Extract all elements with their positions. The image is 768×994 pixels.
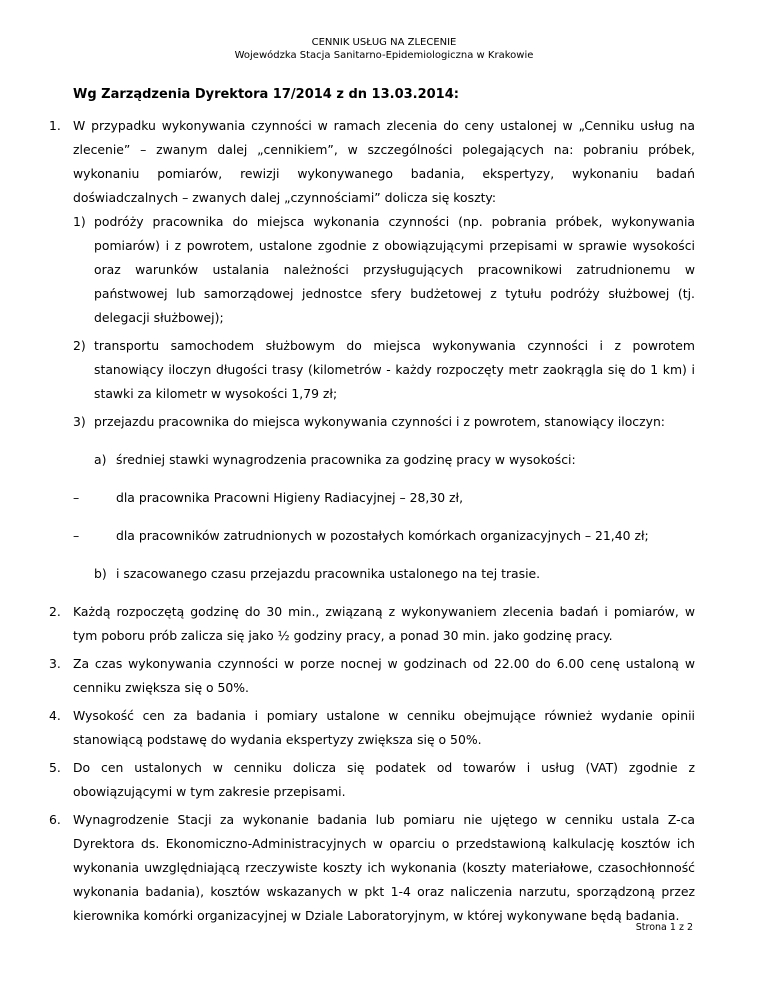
dash-marker: – (73, 528, 80, 543)
dash-item-text: dla pracowników zatrudnionych w pozostałych komórkach organizacyjnych – 21,40 zł; (116, 528, 649, 543)
item-text: Wynagrodzenie Stacji za wykonanie badania lub pomiaru nie ujętego w cenniku ustala Z-ca Dyrektora ds. Ekonomiczno-Administracyjnych w oparciu o przedstawioną kalkulację kosztów ich wykonania uwzględniającą rzeczywiste koszty ich wykonania (koszty materiałowe, czasochłonność wykonania badania), kosztów wskazanych w pkt 1-4 oraz naliczenia narzutu, sporządzoną przez kierownika komórki organizacyjnej w Dziale Laboratoryjnym, w której wykonywane będą badania. (73, 812, 695, 923)
item-text: Każdą rozpoczętą godzinę do 30 min., związaną z wykonywaniem zlecenia badań i pomiarów, w tym poboru prób zalicza się jako ½ godziny pracy, a ponad 30 min. jako godzinę pracy. (73, 604, 695, 643)
header-institution: Wojewódzka Stacja Sanitarno-Epidemiologiczna w Krakowie (234, 50, 534, 61)
subitem-text: transportu samochodem służbowym do miejsca wykonywania czynności i z powrotem stanowiący iloczyn długości trasy (kilometrów - każdy rozpoczęty metr zaokrągla się do 1 km) i stawki za kilometr w wysokości 1,79 zł; (94, 338, 695, 401)
section-heading: Wg Zarządzenia Dyrektora 17/2014 z dn 13.03.2014: (73, 87, 459, 102)
dash-marker: – (73, 490, 80, 505)
item-text: Wysokość cen za badania i pomiary ustalone w cenniku obejmujące również wydanie opinii stanowiącą podstawę do wydania ekspertyzy zwiększa się o 50%. (73, 708, 695, 747)
item-number: 2. (49, 604, 61, 619)
subitem-text: przejazdu pracownika do miejsca wykonywania czynności i z powrotem, stanowiący iloczyn: (94, 414, 665, 429)
item-text: Do cen ustalonych w cenniku dolicza się podatek od towarów i usług (VAT) zgodnie z obowiązującymi w tym zakresie przepisami. (73, 760, 695, 799)
item-number: 6. (49, 812, 61, 827)
subitem-number: 1) (73, 214, 86, 229)
item-text: Za czas wykonywania czynności w porze nocnej w godzinach od 22.00 do 6.00 cenę ustaloną w cenniku zwiększa się o 50%. (73, 656, 695, 695)
item-number: 5. (49, 760, 61, 775)
header-title: CENNIK USŁUG NA ZLECENIE (311, 37, 457, 48)
subitem-number: 3) (73, 414, 86, 429)
subitem-text: podróży pracownika do miejsca wykonania czynności (np. pobrania próbek, wykonywania pomiarów) i z powrotem, ustalone zgodnie z obowiązującymi przepisami w sprawie wysokości oraz warunków ustalania należności przysługujących pracownikowi zatrudnionemu w państwowej lub samorządowej jednostce sfery budżetowej z tytułu podróży służbowej (tj. delegacji służbowej); (94, 214, 695, 325)
item-number: 3. (49, 656, 61, 671)
subsub-text: i szacowanego czasu przejazdu pracownika ustalonego na tej trasie. (116, 566, 541, 581)
subsub-number: a) (94, 452, 107, 467)
item-number: 4. (49, 708, 61, 723)
dash-item-text: dla pracownika Pracowni Higieny Radiacyjnej – 28,30 zł, (116, 490, 464, 505)
page-footer: Strona 1 z 2 (635, 922, 693, 933)
item-number: 1. (49, 118, 61, 133)
subsub-text: średniej stawki wynagrodzenia pracownika za godzinę pracy w wysokości: (116, 452, 576, 467)
item-text: W przypadku wykonywania czynności w ramach zlecenia do ceny ustalonej w „Cenniku usług na zlecenie” – zwanym dalej „cennikiem”, w szczególności polegających na: pobraniu próbek, wykonaniu pomiarów, rewizji wykonywanego badania, ekspertyzy, wykonaniu badań doświadczalnych – zwanych dalej „czynnościami” dolicza się koszty: (73, 118, 695, 205)
subitem-number: 2) (73, 338, 86, 353)
subsub-number: b) (94, 566, 107, 581)
